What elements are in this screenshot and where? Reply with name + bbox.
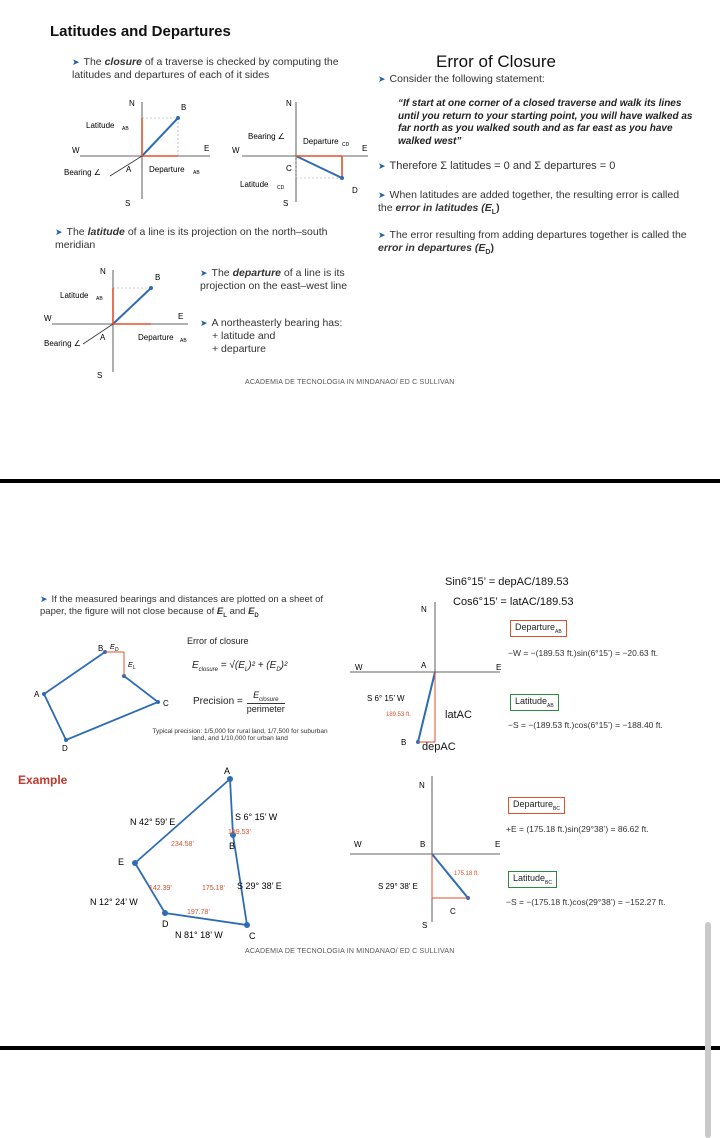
precision-formula: Precision = $E_{closure}$ perimeter (193, 690, 285, 714)
bearing-label: Bearing ∠ (64, 168, 101, 177)
distance-bc: 175.18’ (202, 885, 225, 892)
bullet-arrow-icon: ➤ (200, 268, 208, 278)
formula-latitude-ab: −S = −(189.53 ft.)cos(6°15’) = −188.40 ft. (508, 720, 663, 730)
bearing-de: N 12° 24’ W (90, 897, 138, 907)
svg-text:N: N (100, 267, 106, 276)
svg-text:AB: AB (122, 126, 129, 132)
closure-formula: $E_{closure} = √(E_L)^2 + (E_D)^2$ (192, 660, 288, 673)
svg-text:E: E (118, 857, 125, 867)
bullet-arrow-icon: ➤ (378, 190, 386, 200)
svg-text:Latitude: Latitude (240, 180, 269, 189)
svg-text:E: E (496, 663, 502, 672)
svg-text:E: E (110, 644, 115, 651)
east-label: E (204, 144, 210, 153)
compass-bc (350, 772, 510, 932)
svg-text:AB: AB (180, 338, 187, 344)
consider-bullet: ➤ Consider the following statement: (378, 73, 545, 85)
error-of-closure-label: Error of closure (187, 636, 249, 646)
distance-ab: 189.53’ (228, 829, 251, 836)
bullet-arrow-icon: ➤ (378, 161, 386, 171)
svg-text:AB: AB (96, 296, 103, 302)
svg-text:A: A (100, 333, 106, 342)
latitude-bc-box: Latitude$_{BC}$ (508, 871, 557, 888)
departure-label: Departure (149, 165, 185, 174)
svg-text:CD: CD (277, 185, 285, 191)
diagram-northeast-bearing (38, 262, 198, 382)
bullet-arrow-icon: ➤ (40, 594, 48, 604)
bullet-arrow-icon: ➤ (72, 57, 80, 67)
svg-text:CD: CD (342, 142, 350, 148)
typical-precision: Typical precision: 1/5,000 for rural land, 1/7,500 for suburban land, and 1/10,000 for urban land (152, 728, 328, 742)
svg-text:E: E (495, 840, 501, 849)
svg-text:Bearing ∠: Bearing ∠ (248, 132, 285, 141)
latac-label: latAC (445, 709, 472, 721)
south-label: S (125, 199, 131, 208)
plot-bullet: ➤ If the measured bearings and distances are plotted on a sheet of paper, the figure will not close because of $E_L$ and $E_D$ (40, 594, 324, 619)
note-sin: Sin6°15’ = depAC/189.53 (445, 576, 569, 588)
svg-text:AB: AB (193, 170, 200, 176)
distance-cd: 197.78’ (187, 909, 210, 916)
diagram-latitude-departure-cd (228, 94, 378, 209)
svg-text:D: D (62, 744, 68, 753)
depac-label: depAC (422, 741, 456, 753)
bearing-bc: S 29° 38’ E (237, 881, 282, 891)
point-d-label: D (352, 186, 358, 195)
svg-text:D: D (162, 919, 169, 929)
latitude-error-bullet: ➤ When latitudes are added together, the resulting error is called the error in latitudes $(E_L)$ (378, 189, 680, 217)
svg-text:B: B (401, 738, 407, 747)
example-traverse (85, 763, 320, 953)
point-b-label: B (181, 103, 187, 112)
svg-text:B: B (229, 841, 236, 851)
formula-departure-ab: −W = −(189.53 ft.)sin(6°15’) = −20.63 ft. (508, 648, 659, 658)
closure-quote: “If start at one corner of a closed traverse and walk its lines until you return to your starting point, you will have walked as far north as you walked south and as far east as you have walked west” (398, 98, 693, 147)
svg-text:189.53 ft.: 189.53 ft. (386, 712, 412, 718)
svg-text:E: E (178, 312, 184, 321)
svg-text:W: W (44, 314, 52, 323)
svg-text:Departure: Departure (303, 137, 339, 146)
departure-error-bullet: ➤ The error resulting from adding departures together is called the error in departures $(E_D)$ (378, 229, 687, 257)
svg-text:175.18 ft.: 175.18 ft. (454, 871, 480, 877)
page-title: Latitudes and Departures (50, 23, 231, 40)
svg-text:B: B (98, 644, 104, 653)
northeast-bullet: ➤ A northeasterly bearing has: + latitude and + departure (200, 317, 343, 355)
svg-text:N: N (286, 99, 292, 108)
point-a-label: A (126, 165, 132, 174)
scrollbar-thumb[interactable] (705, 922, 711, 1138)
bearing-ab: S 6° 15’ W (235, 812, 278, 822)
diagram-latitude-departure-ab (60, 94, 220, 209)
svg-text:A: A (34, 690, 40, 699)
svg-text:W: W (354, 840, 362, 849)
svg-text:C: C (249, 931, 256, 941)
svg-text:N: N (419, 781, 425, 790)
svg-text:Latitude: Latitude (60, 291, 89, 300)
svg-text:W: W (232, 146, 240, 155)
svg-text:C: C (163, 699, 169, 708)
bullet-arrow-icon: ➤ (200, 318, 208, 328)
svg-text:A: A (224, 766, 231, 776)
bearing-ea: N 42° 59’ E (130, 817, 176, 827)
svg-text:E: E (128, 662, 133, 669)
svg-text:S: S (422, 921, 428, 930)
latitude-ab-box: Latitude$_{AB}$ (510, 694, 559, 711)
departure-bullet: ➤ The departure of a line is its projection on the east–west line (200, 267, 348, 292)
svg-text:A: A (421, 661, 427, 670)
svg-text:N: N (421, 605, 427, 614)
compass-ab (350, 600, 510, 755)
svg-text:L: L (133, 665, 136, 671)
svg-text:D: D (115, 647, 119, 653)
latitude-bullet: ➤ The latitude of a line is its projection on the north–south meridian (55, 226, 328, 251)
divider-band-bottom (0, 1046, 720, 1050)
departure-ab-box: Departure$_{AB}$ (510, 620, 567, 637)
slide2-footer: ACADEMIA DE TECNOLOGIA IN MINDANAO/ ED C SULLIVAN (245, 948, 455, 955)
svg-text:C: C (450, 907, 456, 916)
svg-text:B: B (155, 273, 161, 282)
svg-text:S 6° 15’ W: S 6° 15’ W (367, 694, 405, 703)
formula-latitude-bc: −S = −(175.18 ft.)cos(29°38’) = −152.27 ft. (506, 897, 666, 907)
svg-text:Departure: Departure (138, 333, 174, 342)
slide1-footer: ACADEMIA DE TECNOLOGIA IN MINDANAO/ ED C SULLIVAN (245, 379, 455, 386)
svg-text:B: B (420, 840, 426, 849)
bullet-arrow-icon: ➤ (378, 230, 386, 240)
departure-bc-box: Departure$_{BC}$ (508, 797, 565, 814)
latitude-label: Latitude (86, 121, 115, 130)
closure-bullet: ➤ The closure of a traverse is checked by computing the latitudes and departures of each of it sides (72, 56, 339, 81)
formula-departure-bc: +E = (175.18 ft.)sin(29°38’) = 86.62 ft. (506, 824, 649, 834)
svg-text:W: W (355, 663, 363, 672)
bullet-arrow-icon: ➤ (55, 227, 63, 237)
bullet-arrow-icon: ➤ (378, 74, 386, 84)
svg-text:Bearing ∠: Bearing ∠ (44, 339, 81, 348)
bearing-cd: N 81° 18’ W (175, 930, 223, 940)
therefore-bullet: ➤ Therefore Σ latitudes = 0 and Σ departures = 0 (378, 160, 616, 172)
svg-text:S: S (283, 199, 289, 208)
svg-text:S 29° 38’ E: S 29° 38’ E (378, 882, 418, 891)
divider-band-top (0, 479, 720, 483)
distance-ea: 234.58’ (171, 841, 194, 848)
point-c-label: C (286, 164, 292, 173)
example-label: Example (18, 773, 68, 787)
error-of-closure-title: Error of Closure (436, 52, 556, 71)
svg-text:E: E (362, 144, 368, 153)
note-cos: Cos6°15’ = latAC/189.53 (453, 596, 574, 608)
west-label: W (72, 146, 80, 155)
north-label: N (129, 99, 135, 108)
svg-text:S: S (97, 371, 103, 380)
distance-de: 142.39’ (149, 885, 172, 892)
